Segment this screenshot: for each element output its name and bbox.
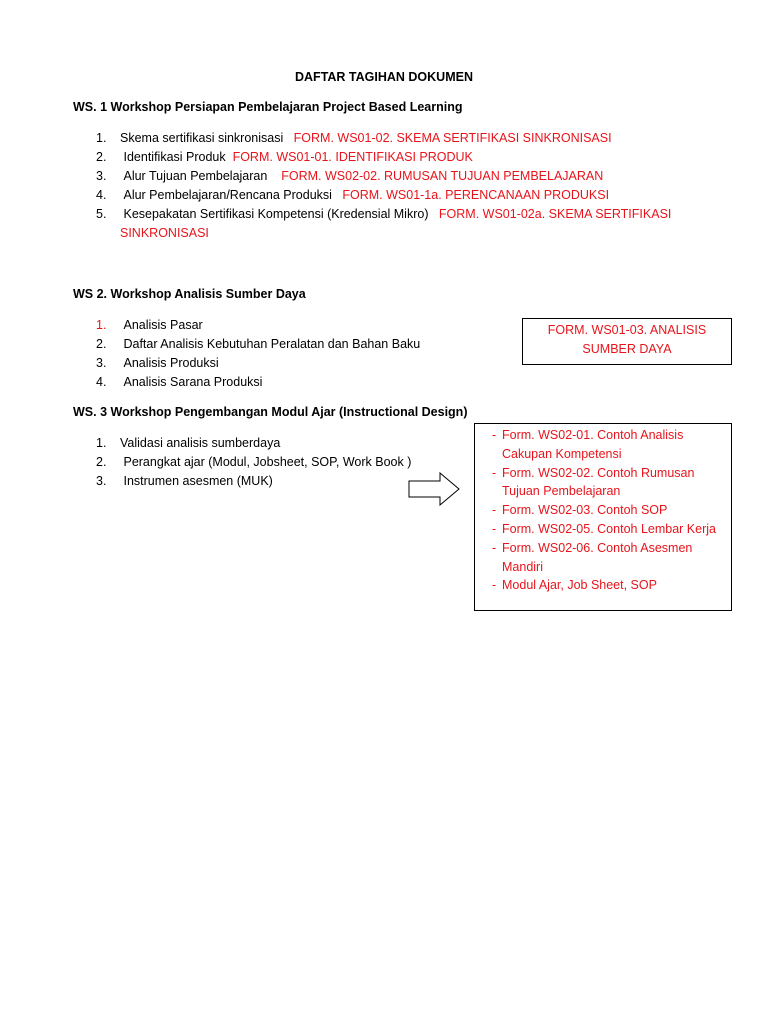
list-item [96, 316, 420, 335]
item-text: Analisis Sarana Produksi [123, 375, 263, 389]
item-form: FORM. WS01-02a. SKEMA SERTIFIKASI [438, 207, 672, 221]
form-item-text: Modul Ajar, Job Sheet, SOP [502, 578, 657, 593]
item-number: 2. [96, 455, 107, 469]
item-number: 2. [96, 150, 107, 164]
item-text: Alur Tujuan Pembelajaran [123, 169, 268, 183]
ws2-heading: WS 2. Workshop Analisis Sumber Daya [73, 287, 306, 301]
list-item-continuation [96, 224, 671, 243]
document-title: DAFTAR TAGIHAN DOKUMEN [295, 70, 473, 84]
item-number: 5. [96, 207, 107, 221]
ws1-heading: WS. 1 Workshop Persiapan Pembelajaran Project Based Learning [73, 100, 463, 114]
item-number: 3. [96, 169, 107, 183]
item-number: 1. [96, 318, 107, 332]
list-item [96, 129, 671, 148]
ws2-form-box [522, 318, 732, 365]
item-text: Identifikasi Produk [123, 150, 226, 164]
dash-bullet: - [492, 578, 497, 593]
right-arrow-icon [408, 472, 460, 506]
item-number: 4. [96, 375, 107, 389]
ws3-form-box [474, 423, 732, 611]
list-item [96, 335, 420, 354]
item-text: Validasi analisis sumberdaya [120, 436, 281, 450]
form-item-text: Form. WS02-02. Contoh Rumusan Tujuan Pembelajaran [502, 465, 695, 499]
form-item-text: Form. WS02-03. Contoh SOP [502, 503, 668, 518]
item-number: 1. [96, 436, 107, 450]
item-form-continuation: SINKRONISASI [120, 226, 209, 240]
item-number: 2. [96, 337, 107, 351]
item-number: 3. [96, 356, 107, 370]
ws2-list [96, 316, 420, 392]
item-text: Instrumen asesmen (MUK) [123, 474, 273, 488]
dash-bullet: - [492, 540, 497, 555]
dash-bullet: - [492, 428, 497, 442]
list-item [475, 576, 722, 595]
item-form: FORM. WS01-02. SKEMA SERTIFIKASI SINKRONISASI [293, 131, 612, 145]
ws2-form-line1: FORM. WS01-03. ANALISIS [547, 323, 707, 337]
ws3-list [96, 434, 411, 491]
form-item-text: Form. WS02-06. Contoh Asesmen Mandiri [502, 540, 693, 574]
item-number: 1. [96, 131, 107, 145]
form-item-text: Form. WS02-01. Contoh Analisis Cakupan Kompetensi [502, 428, 684, 461]
item-text: Skema sertifikasi sinkronisasi [120, 131, 284, 145]
item-text: Analisis Produksi [123, 356, 219, 370]
list-item [475, 520, 722, 539]
item-text: Daftar Analisis Kebutuhan Peralatan dan Bahan Baku [123, 337, 421, 351]
list-item [475, 539, 722, 577]
list-item [96, 205, 671, 224]
list-item [475, 501, 722, 520]
list-item [475, 464, 722, 502]
item-text: Perangkat ajar (Modul, Jobsheet, SOP, Work Book ) [123, 455, 412, 469]
item-text: Analisis Pasar [123, 318, 203, 332]
dash-bullet: - [492, 521, 497, 536]
form-item-text: Form. WS02-05. Contoh Lembar Kerja [502, 521, 716, 536]
list-item [475, 426, 722, 464]
list-item [96, 186, 671, 205]
ws1-list [96, 129, 671, 243]
item-text: Kesepakatan Sertifikasi Kompetensi (Kredensial Mikro) [123, 207, 429, 221]
list-item [96, 434, 411, 453]
item-form: FORM. WS02-02. RUMUSAN TUJUAN PEMBELAJARAN [281, 169, 604, 183]
list-item [96, 167, 671, 186]
list-item [96, 354, 420, 373]
item-text: Alur Pembelajaran/Rencana Produksi [123, 188, 332, 202]
dash-bullet: - [492, 503, 497, 518]
list-item [96, 453, 411, 472]
ws3-heading: WS. 3 Workshop Pengembangan Modul Ajar (Instructional Design) [73, 405, 468, 419]
list-item [96, 148, 671, 167]
ws3-form-list [475, 426, 731, 595]
dash-bullet: - [492, 465, 497, 480]
item-form: FORM. WS01-1a. PERENCANAAN PRODUKSI [342, 188, 610, 202]
list-item [96, 373, 420, 392]
item-number: 3. [96, 474, 107, 488]
list-item [96, 472, 411, 491]
item-number: 4. [96, 188, 107, 202]
ws2-form-line2: SUMBER DAYA [582, 342, 672, 356]
item-form: FORM. WS01-01. IDENTIFIKASI PRODUK [232, 150, 473, 164]
